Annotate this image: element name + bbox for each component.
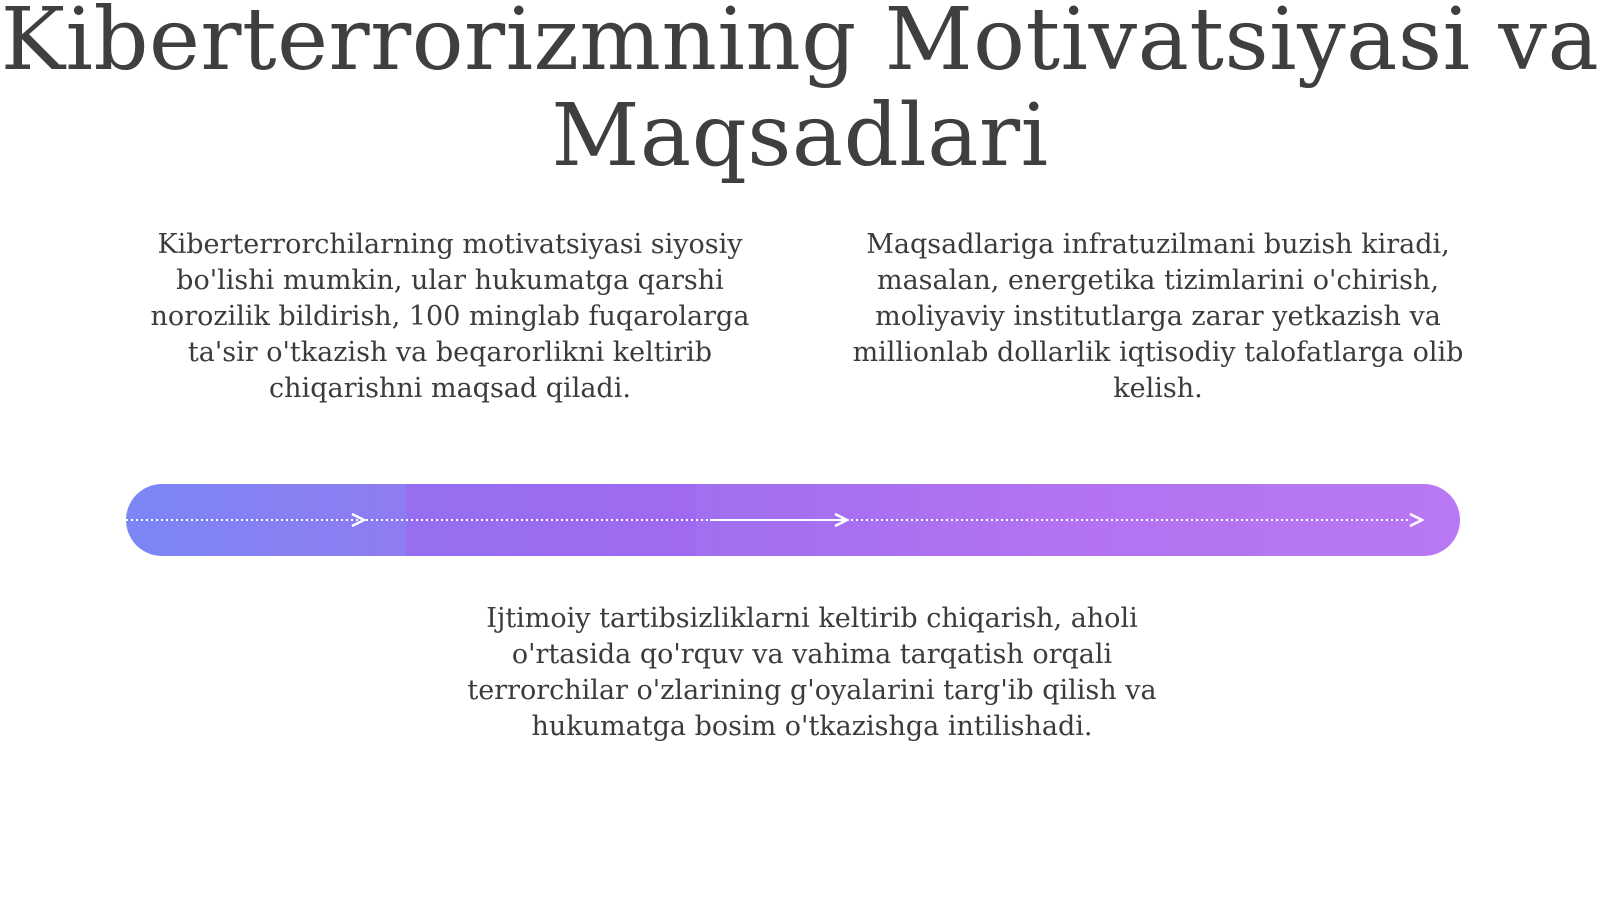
paragraph-goals: Maqsadlariga infratuzilmani buzish kiradi, masalan, energetika tizimlarini o'chirish, moliyaviy institutlarga zarar yetkazish va millionlab dollarlik iqtisodiy talofatlarga olib kelish. — [852, 229, 1464, 404]
paragraph-motivation: Kiberterrorchilarning motivatsiyasi siyosiy bo'lishi mumkin, ular hukumatga qarshi norozilik bildirish, 100 minglab fuqarolarga ta'sir o'tkazish va beqarorlikni keltirib chiqarishni maqsad qiladi. — [150, 229, 750, 404]
arrow-right-icon — [1410, 514, 1422, 526]
paragraph-social-disorder: Ijtimoiy tartibsizliklarni keltirib chiqarish, aholi o'rtasida qo'rquv va vahima tarqatish orqali terrorchilar o'zlarining g'oyalarini targ'ib qilish va hukumatga bosim o'tkazishga intilishadi. — [467, 603, 1157, 742]
slide-title: Kiberterrorizmning Motivatsiyasi va Maqsadlari — [0, 0, 1600, 186]
timeline-arrows — [126, 484, 1460, 556]
timeline-track — [126, 484, 1460, 556]
